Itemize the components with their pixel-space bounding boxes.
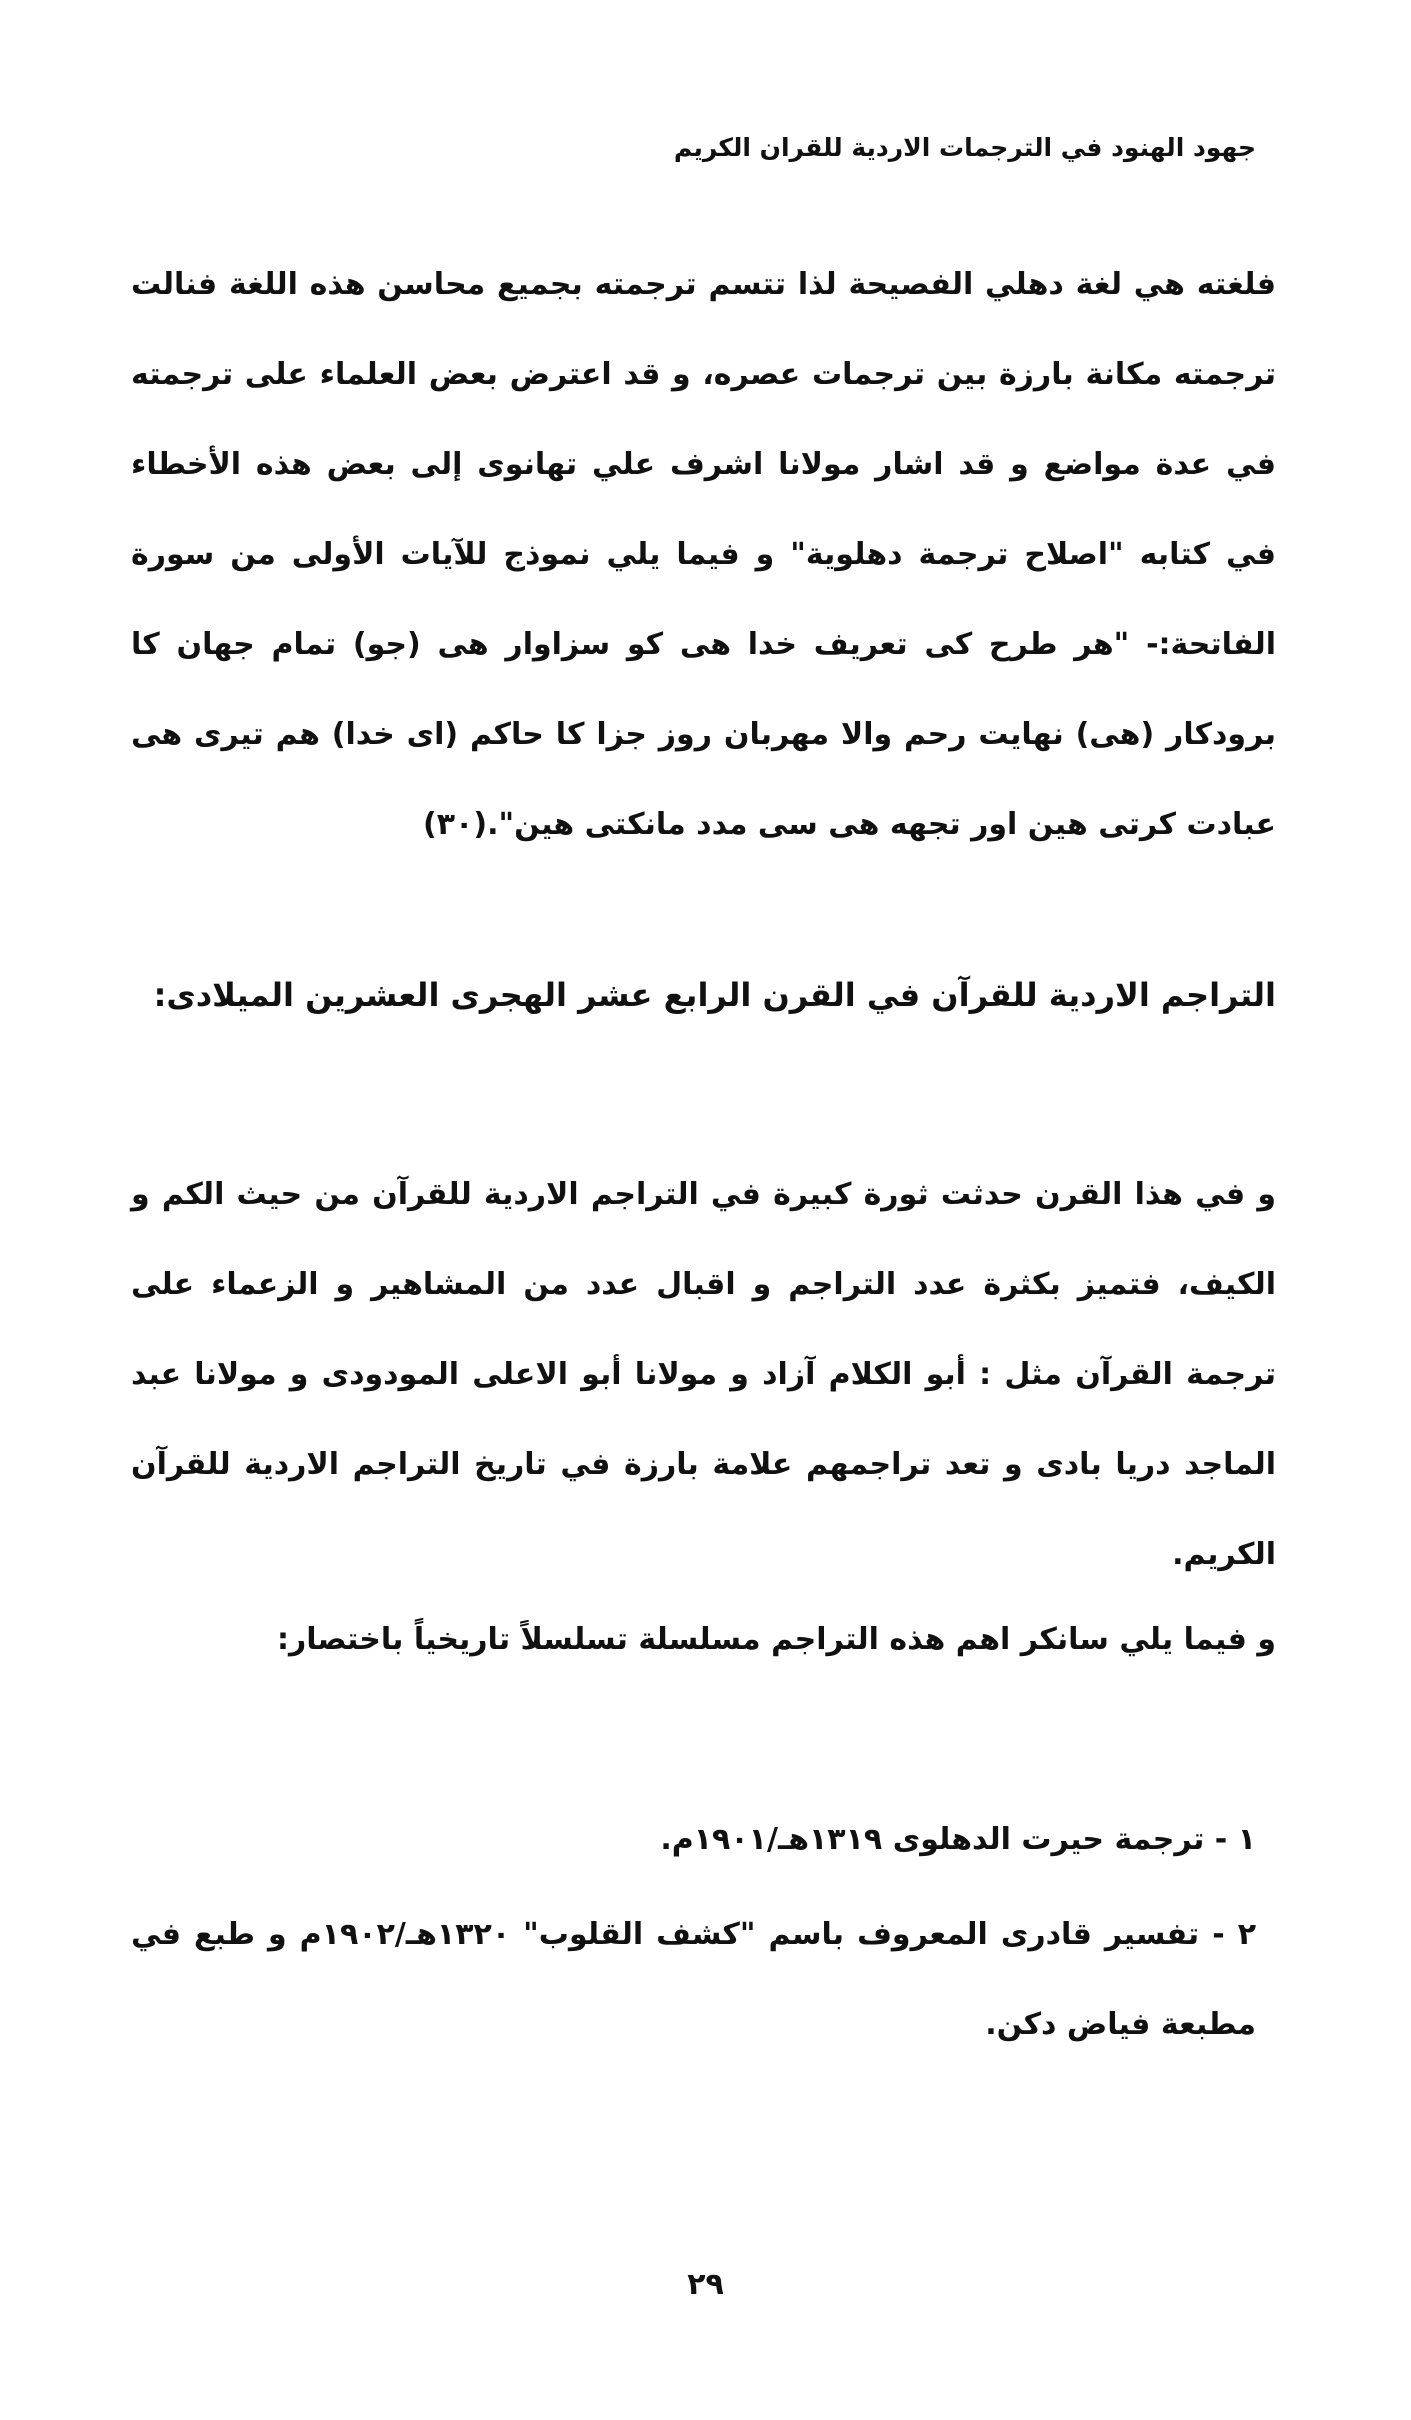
- paragraph-fourteenth-century: و في هذا القرن حدثت ثورة كبيرة في التراجم الاردية للقرآن من حيث الكم و الكيف، فتميز بكثرة عدد التراجم و اقبال عدد من المشاهير و الزعماء على ترجمة القرآن مثل : أبو الكلام آزاد و مولانا أبو الاعلى المودودى و مولانا عبد الماجد دريا بادى و تعد تراجمهم علامة بارزة في تاريخ التراجم الاردية للقرآن الكريم.: [131, 1177, 1276, 1572]
- page-number: ٢٩: [687, 2267, 724, 2302]
- list-item: ١ - ترجمة حيرت الدهلوى ١٣١٩هـ/١٩٠١م.: [660, 1822, 1256, 1857]
- section-heading: التراجم الاردية للقرآن في القرن الرابع عشر الهجرى العشرين الميلادى:: [153, 976, 1276, 1014]
- paragraph-translation-sample: فلغته هي لغة دهلي الفصيحة لذا تتسم ترجمته بجميع محاسن هذه اللغة فنالت ترجمته مكانة بارزة بين ترجمات عصره، و قد اعترض بعض العلماء على ترجمته في عدة مواضع و قد اشار مولانا اشرف علي تهانوى إلى بعض هذه الأخطاء في كتابه "اصلاح ترجمة دهلوية" و فيما يلي نموذج للآيات الأولى من سورة الفاتحة:- "هر طرح كى تعريف خدا هى كو سزاوار هى (جو) تمام جهان كا برودكار (هى) نهايت رحم والا مهربان روز جزا كا حاكم (اى خدا) هم تيرى هى عبادت كرتى هين اور تجهه هى سى مدد مانكتى هين".(٣٠): [131, 267, 1276, 842]
- running-header: جهود الهنود في الترجمات الاردية للقران الكريم: [673, 133, 1256, 162]
- paragraph-list-intro: و فيما يلي سانكر اهم هذه التراجم مسلسلة تسلسلاً تاريخياً باختصار:: [276, 1622, 1276, 1657]
- list-item: ٢ - تفسير قادرى المعروف باسم "كشف القلوب" ١٣٢٠هـ/١٩٠٢م و طبع في مطبعة فياض دكن.: [131, 1917, 1256, 2042]
